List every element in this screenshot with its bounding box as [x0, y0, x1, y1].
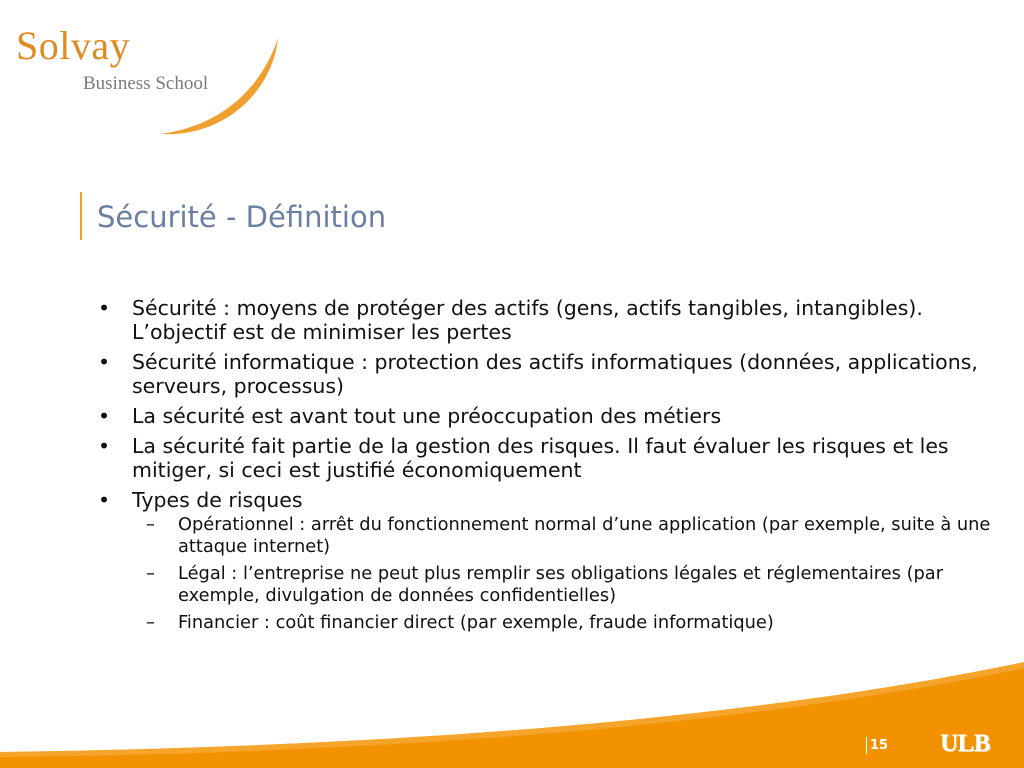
bullet-item: • Sécurité informatique : protection des actifs informatiques (données, applications, serveurs, processus)	[96, 350, 996, 398]
bullet-item: • La sécurité fait partie de la gestion des risques. Il faut évaluer les risques et les mitiger, si ceci est justifié économiquement	[96, 434, 996, 482]
logo-title: Solvay	[16, 23, 131, 68]
ulb-logo: ULB	[940, 730, 990, 757]
subbullet-item: – Opérationnel : arrêt du fonctionnement normal d’une application (par exemple, suite à une attaque internet)	[132, 514, 996, 558]
subbullet-item: – Légal : l’entreprise ne peut plus remplir ses obligations légales et réglementaires (par exemple, divulgation de données confidentielles)	[132, 563, 996, 607]
bullet-item: • La sécurité est avant tout une préoccupation des métiers	[96, 404, 996, 428]
page-number: 15	[870, 738, 889, 753]
page-number-separator	[866, 737, 867, 754]
bullet-item-label: Types de risques	[132, 488, 303, 512]
slide-title: Sécurité - Définition	[97, 200, 387, 234]
logo-subtitle: Business School	[83, 73, 209, 94]
bullet-item: • Sécurité : moyens de protéger des actifs (gens, actifs tangibles, intangibles). L’objectif est de minimiser les pertes	[96, 296, 996, 344]
subbullet-item: – Financier : coût financier direct (par exemple, fraude informatique)	[132, 612, 996, 634]
